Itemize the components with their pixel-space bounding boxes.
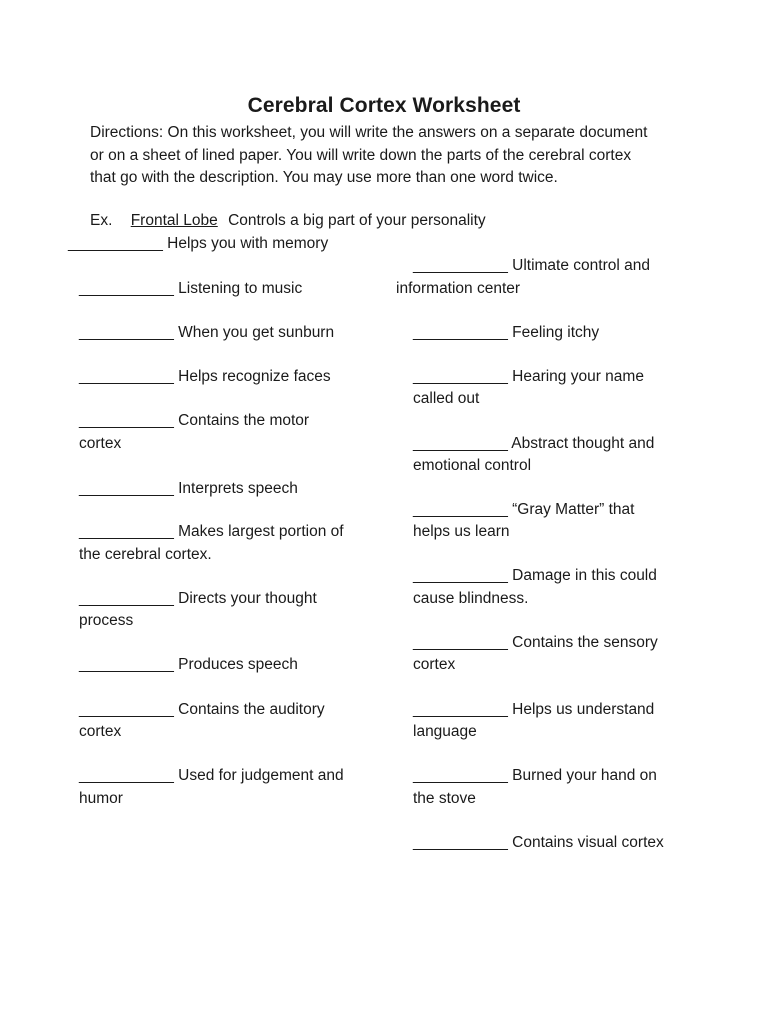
question-line: ___________ Interprets speech — [79, 480, 298, 497]
question-line: ___________ Burned your hand on — [413, 767, 657, 784]
question-continuation: cause blindness. — [413, 590, 529, 607]
page-title: Cerebral Cortex Worksheet — [247, 94, 521, 117]
question-line: ___________ Helps us understand — [413, 701, 655, 718]
question-continuation: emotional control — [413, 457, 532, 474]
question-continuation: helps us learn — [413, 523, 510, 540]
question-line: ___________ Listening to music — [79, 280, 303, 297]
question-line: ___________ Feeling itchy — [413, 324, 600, 341]
question-continuation: information center — [396, 280, 521, 297]
example-prefix: Ex. — [90, 212, 113, 229]
question-continuation: the cerebral cortex. — [79, 546, 212, 563]
directions-line: Directions: On this worksheet, you will write the answers on a separate document — [90, 124, 648, 141]
question-line: ___________ Directs your thought — [79, 590, 317, 607]
example-text: Controls a big part of your personality — [228, 212, 486, 229]
question-line: ___________ Helps recognize faces — [79, 368, 331, 385]
question-line: ___________ Helps you with memory — [68, 235, 329, 252]
question-line: ___________ Contains the auditory — [79, 701, 325, 718]
question-continuation: process — [79, 612, 134, 629]
question-continuation: the stove — [413, 790, 476, 807]
question-line: ___________ Produces speech — [79, 656, 298, 673]
question-continuation: cortex — [413, 656, 456, 673]
question-continuation: cortex — [79, 435, 122, 452]
question-line: ___________ Used for judgement and — [79, 767, 344, 784]
question-line: ___________ “Gray Matter” that — [413, 501, 635, 518]
directions-line: or on a sheet of lined paper. You will write down the parts of the cerebral cortex — [90, 147, 632, 164]
example-answer: Frontal Lobe — [130, 212, 218, 229]
question-line: ___________ Makes largest portion of — [79, 523, 344, 540]
question-line: ___________ Ultimate control and — [413, 257, 650, 274]
question-line: ___________ Contains the sensory — [413, 634, 658, 651]
question-line: ___________ Hearing your name — [413, 368, 644, 385]
question-line: ___________ Damage in this could — [413, 567, 657, 584]
directions-line: that go with the description. You may use more than one word twice. — [90, 169, 558, 186]
question-continuation: cortex — [79, 723, 122, 740]
example-line — [90, 210, 486, 232]
question-line: ___________ Contains visual cortex — [413, 834, 664, 851]
question-continuation: called out — [413, 390, 480, 407]
question-continuation: language — [413, 723, 477, 740]
question-continuation: humor — [79, 790, 123, 807]
question-line: ___________ Contains the motor — [79, 412, 310, 429]
question-line: ___________ Abstract thought and — [413, 435, 655, 452]
question-line: ___________ When you get sunburn — [79, 324, 335, 341]
